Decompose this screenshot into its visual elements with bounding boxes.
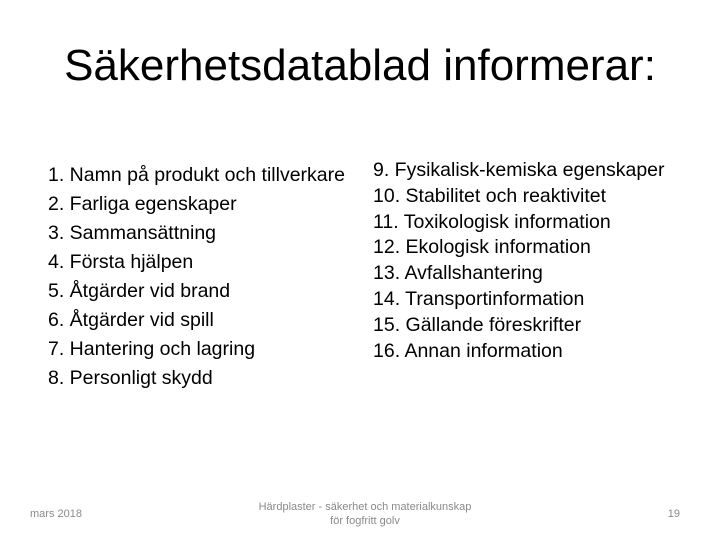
- footer-date: mars 2018: [30, 508, 82, 520]
- list-right: [373, 158, 673, 364]
- slide-title: Säkerhetsdatablad informerar:: [64, 41, 656, 90]
- list-item: 14. Transportinformation: [373, 287, 585, 310]
- list-item: 9. Fysikalisk-kemiska egenskaper: [373, 159, 665, 181]
- list-item: 5. Åtgärder vid brand: [48, 280, 231, 302]
- footer-caption-line2: för fogfritt golv: [330, 515, 400, 527]
- list-item: 10. Stabilitet och reaktivitet: [373, 184, 607, 207]
- list-item: 4. Första hjälpen: [48, 251, 194, 273]
- list-item: 11. Toxikologisk information: [373, 210, 611, 233]
- list-item: 12. Ekologisk information: [373, 236, 591, 259]
- list-item: 7. Hantering och lagring: [48, 338, 256, 360]
- list-left: [48, 161, 348, 393]
- footer-caption-line1: Härdplaster - säkerhet och materialkunskap: [258, 501, 472, 513]
- list-item: 6. Åtgärder vid spill: [48, 309, 214, 331]
- list-item: 8. Personligt skydd: [48, 367, 213, 389]
- list-item: 1. Namn på produkt och tillverkare: [48, 164, 345, 186]
- list-item: 13. Avfallshantering: [373, 262, 543, 285]
- list-item: 16. Annan information: [373, 339, 563, 362]
- list-item: 15. Gällande föreskrifter: [373, 313, 582, 336]
- page-number: 19: [667, 508, 680, 520]
- footer-caption: [250, 500, 480, 528]
- list-item: 3. Sammansättning: [48, 222, 217, 244]
- list-item: 2. Farliga egenskaper: [48, 193, 237, 215]
